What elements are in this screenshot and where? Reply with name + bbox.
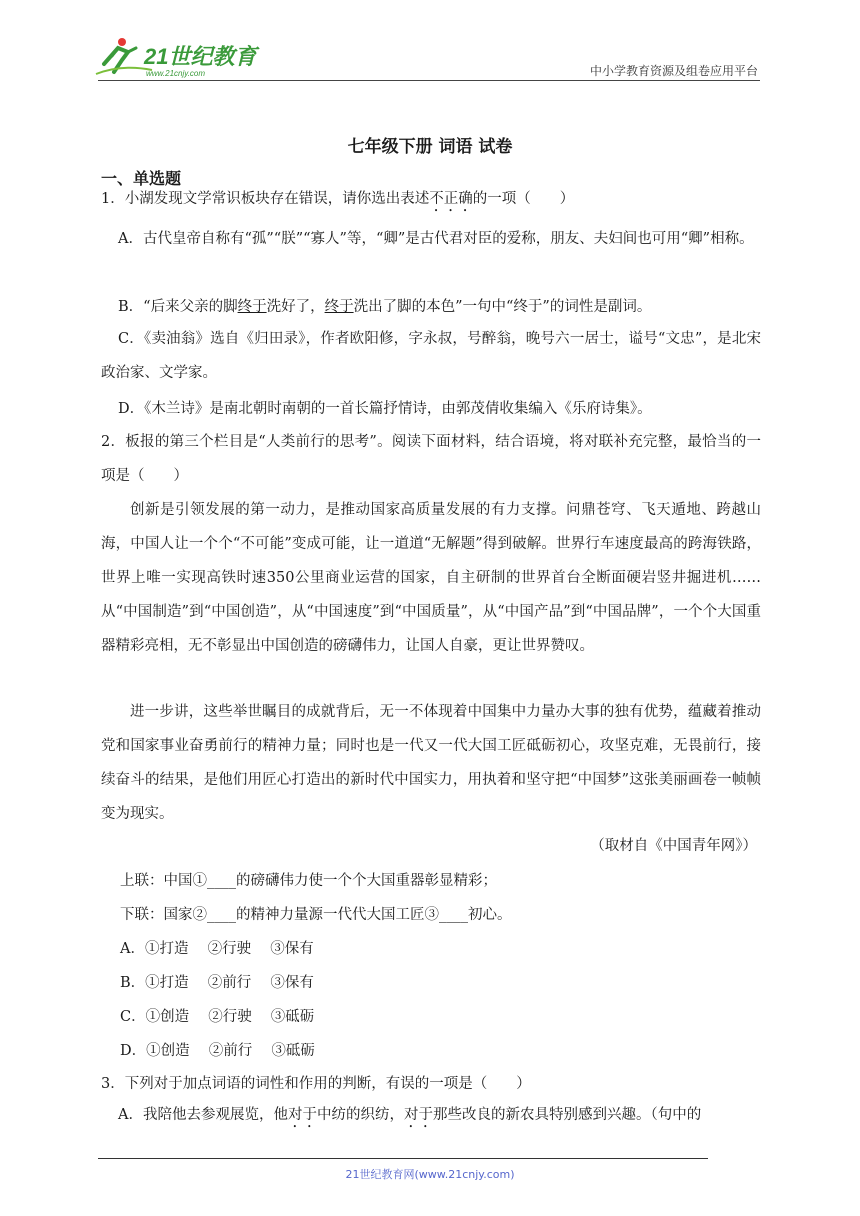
q2-stem: 2．板报的第三个栏目是“人类前行的思考”。阅读下面材料，结合语境，将对联补充完整，最恰当的一项是（ ） [101,434,761,484]
footer-link[interactable]: 21世纪教育网(www.21cnjy.com) [345,1168,515,1181]
q1-option-b: B．“后来父亲的脚终于洗好了，终于洗出了脚的本色”一句中“终于”的词性是副词。 [118,299,652,315]
q2-option-b: B．①打造 ②前行 ③保有 [120,975,314,991]
q1-option-d: D．《木兰诗》是南北朝时南朝的一首长篇抒情诗，由郭茂倩收集编入《乐府诗集》。 [118,401,652,417]
site-logo [92,34,262,80]
q2-source: （取材自《中国青年网》） [590,838,757,854]
header-divider [98,80,760,81]
logo-url: www.21cnjy.com [146,69,205,78]
q2-passage-2: 进一步讲，这些举世瞩目的成就背后，无一不体现着中国集中力量办大事的独有优势，蕴藏着推动党和国家事业奋勇前行的精神力量；同时也是一代又一代大国工匠砥砺初心，攻坚克难，无畏前行，接续奋斗的结果，是他们用匠心打造出的新时代中国实力，用执着和坚守把“中国梦”这张美丽画卷一帧帧变为现实。 [101,704,761,822]
q2-option-c: C．①创造 ②行驶 ③砥砺 [120,1009,315,1025]
q1-option-c: C．《卖油翁》选自《归田录》，作者欧阳修，字永叔，号醉翁，晚号六一居士，谥号“文忠”，是北宋政治家、文学家。 [101,331,761,381]
q3-stem: 3．下列对于加点词语的词性和作用的判断，有误的一项是（ ） [101,1076,531,1092]
q2-option-d: D．①创造 ②前行 ③砥砺 [120,1043,315,1059]
page-title: 七年级下册 词语 试卷 [347,137,513,157]
q2-lower-couplet: 下联：国家②____的精神力量源一代代大国工匠③____初心。 [120,907,512,923]
section-title: 一、单选题 [101,169,182,188]
q2-option-a: A．①打造 ②行驶 ③保有 [120,941,314,957]
q1-emphasis: 不正确 [429,191,473,207]
q1-stem: 1．小湖发现文学常识板块存在错误，请你选出表述不正确的一项（ ） [101,191,575,207]
q3-option-a: A．我陪他去参观展览，他对于中纺的织纺，对于那些改良的新农具特别感到兴趣。（句中的 [118,1107,702,1123]
q1-option-a: A．古代皇帝自称有“孤”“朕”“寡人”等，“卿”是古代君对臣的爱称，朋友、夫妇间也可用“卿”相称。 [118,231,754,247]
logo-text: 21世纪教育 [144,44,257,69]
q2-upper-couplet: 上联：中国①____的磅礴伟力使一个个大国重器彰显精彩； [120,873,497,889]
platform-label: 中小学教育资源及组卷应用平台 [589,64,758,78]
q2-passage-1: 创新是引领发展的第一动力，是推动国家高质量发展的有力支撑。问鼎苍穹、飞天遁地、跨越山海，中国人让一个个“不可能”变成可能，让一道道“无解题”得到破解。世界行车速度最高的跨海铁路，世界上唯一实现高铁时速350公里商业运营的国家，自主研制的世界首台全断面硬岩竖井掘进机……从“中国制造”到“中国创造”，从“中国速度”到“中国质量”，从“中国产品”到“中国品牌”，一个个大国重器精彩亮相，无不彰显出中国创造的磅礴伟力，让国人自豪，更让世界赞叹。 [101,502,761,654]
footer-divider [98,1158,708,1159]
